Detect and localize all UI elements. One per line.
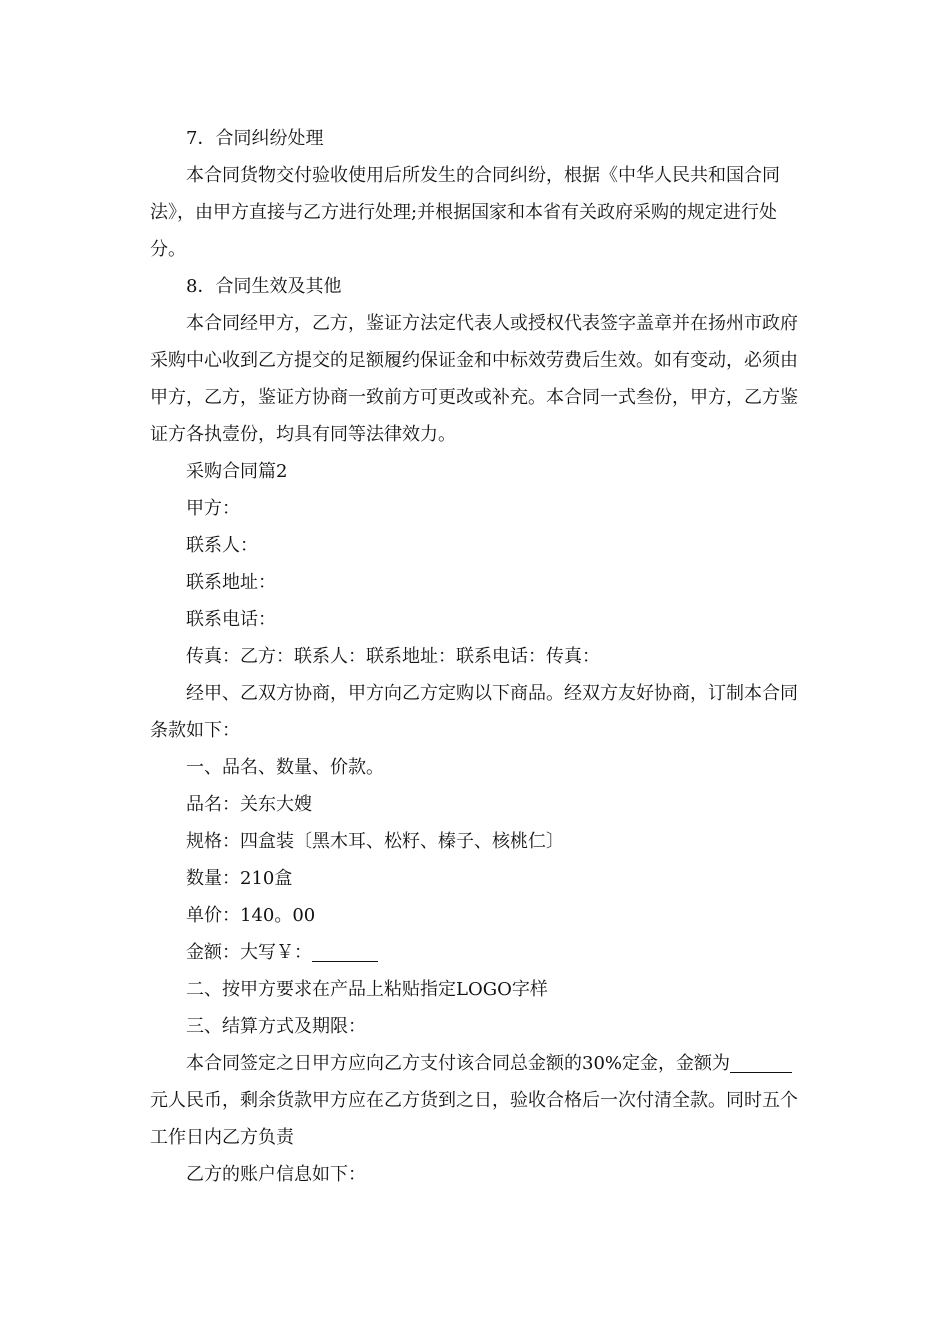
account-info-line: 乙方的账户信息如下： <box>186 1164 366 1185</box>
section-7-heading: 7．合同纠纷处理 <box>186 128 324 149</box>
payment-text-a: 本合同签定之日甲方应向乙方支付该合同总金额的30%定金，金额为 <box>186 1053 731 1074</box>
amount-line <box>150 934 805 971</box>
party-a-line: 甲方： <box>186 498 240 519</box>
address-line: 联系地址： <box>186 572 276 593</box>
contact-line: 联系人： <box>186 535 258 556</box>
quantity-line: 数量：210盒 <box>186 868 293 889</box>
clause-3-heading: 三、结算方式及期限： <box>186 1016 366 1037</box>
section-8-heading: 8．合同生效及其他 <box>186 276 342 297</box>
clause-2-heading: 二、按甲方要求在产品上粘贴指定LOGO字样 <box>186 979 548 1000</box>
payment-blank <box>730 1052 792 1073</box>
payment-paragraph <box>150 1045 805 1156</box>
spec-line: 规格：四盒装〔黑木耳、松籽、榛子、核桃仁〕 <box>186 831 564 852</box>
document-page <box>150 120 805 1193</box>
section-8-body: 本合同经甲方，乙方，鉴证方法定代表人或授权代表签字盖章并在扬州市政府采购中心收到乙方提交的足额履约保证金和中标效劳费后生效。如有变动，必须由甲方，乙方，鉴证方协商一致前方可更改或补充。本合同一式叁份，甲方，乙方鉴证方各执壹份，均具有同等法律效力。 <box>150 313 798 445</box>
intro-paragraph: 经甲、乙双方协商，甲方向乙方定购以下商品。经双方友好协商，订制本合同条款如下： <box>150 683 798 741</box>
amount-label: 金额：大写￥： <box>186 942 312 963</box>
phone-line: 联系电话： <box>186 609 276 630</box>
clause-1-heading: 一、品名、数量、价款。 <box>186 757 384 778</box>
fax-line: 传真：乙方：联系人：联系地址：联系电话：传真： <box>186 646 600 667</box>
unit-price-line: 单价：140。00 <box>186 905 316 926</box>
amount-blank <box>312 941 378 962</box>
payment-text-b: 元人民币，剩余货款甲方应在乙方货到之日，验收合格后一次付清全款。同时五个工作日内乙方负责 <box>150 1090 798 1148</box>
product-name-line: 品名：关东大嫂 <box>186 794 312 815</box>
contract-2-title: 采购合同篇2 <box>186 461 288 482</box>
section-7-body: 本合同货物交付验收使用后所发生的合同纠纷，根据《中华人民共和国合同法》，由甲方直接与乙方进行处理;并根据国家和本省有关政府采购的规定进行处分。 <box>150 165 780 260</box>
